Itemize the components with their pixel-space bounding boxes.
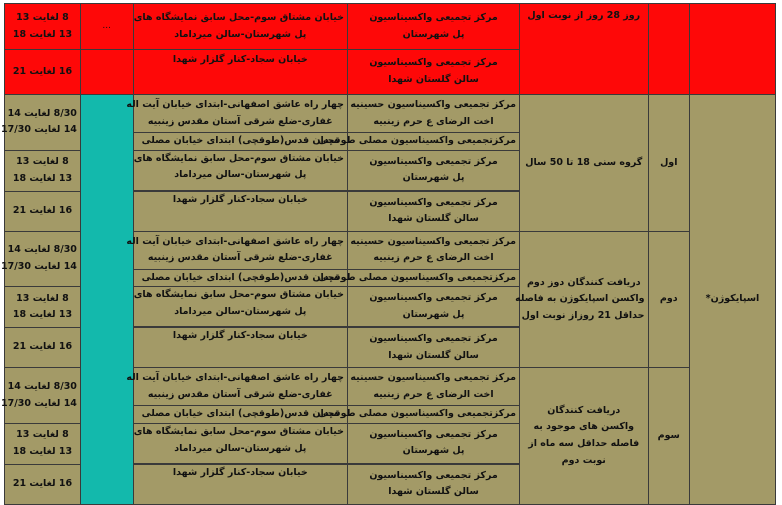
schedule-container xyxy=(1,3,776,498)
dose3-address-4: خیابان سجاد-کنار گلزار شهدا xyxy=(133,464,348,504)
dose1-times-4: 16 لغایت 21 xyxy=(5,191,81,231)
red-dose-cell xyxy=(648,4,689,95)
dose3-address-3: خیابان مشتاق سوم-محل سابق نمایشگاه های پل شهرستان-سالن میرداماد xyxy=(133,423,348,463)
dose3-condition: دریافت کنندگان واکسن های موجود به فاصله حداقل سه ماه از نوبت دوم xyxy=(520,368,649,505)
red-address-2: خیابان سجاد-کنار گلزار شهدا xyxy=(133,50,348,95)
red-times-2: 16 لغایت 21 xyxy=(5,50,81,95)
dose3-center-1: مرکز تجمیعی واکسیناسیون حسینیه اخت الرضای ع حرم زینبیه xyxy=(348,368,520,406)
dose2-center-3: مرکز تجمیعی واکسیناسیون پل شهرستان xyxy=(348,287,520,327)
dose1-times-3: 8 لغایت 13 13 لغایت 18 xyxy=(5,150,81,191)
dose2-condition: دریافت کنندگان دوز دوم واکسن اسپایکوژن به فاصله حداقل 21 روزاز نوبت اول xyxy=(520,231,649,368)
red-condition: روز 28 روز از نوبت اول xyxy=(520,4,649,95)
dose1-label: اول xyxy=(648,95,689,232)
teal-column xyxy=(80,95,133,505)
dose3-center-3: مرکز تجمیعی واکسیناسیون پل شهرستان xyxy=(348,423,520,463)
dose1-row-1 xyxy=(5,95,776,133)
dose2-address-3: خیابان مشتاق سوم-محل سابق نمایشگاه های پل شهرستان-سالن میرداماد xyxy=(133,287,348,327)
dose1-address-2: میدان قدس(طوقچی) ابتدای خیابان مصلی xyxy=(133,133,348,151)
red-times-1: 8 لغایت 13 13 لغایت 18 xyxy=(5,4,81,50)
dose2-address-2: میدان قدس(طوقچی) ابتدای خیابان مصلی xyxy=(133,269,348,287)
red-center-1: مرکز تجمیعی واکسیناسیون پل شهرستان xyxy=(348,4,520,50)
vaccine-name-cell: اسپایکوژن* xyxy=(690,95,776,505)
dose3-times-1: 8/30 لغایت 14 14 لغایت 17/30 xyxy=(5,368,81,424)
red-dash-cell: ... xyxy=(80,4,133,50)
red-center-2: مرکز تجمیعی واکسیناسیون سالن گلستان شهدا xyxy=(348,50,520,95)
dose1-address-4: خیابان سجاد-کنار گلزار شهدا xyxy=(133,191,348,231)
dose3-label: سوم xyxy=(648,368,689,505)
dose3-address-2: میدان قدس(طوقچی) ابتدای خیابان مصلی xyxy=(133,406,348,424)
dose2-address-4: خیابان سجاد-کنار گلزار شهدا xyxy=(133,328,348,368)
dose1-center-1: مرکز تجمیعی واکسیناسیون حسینیه اخت الرضای ع حرم زینبیه xyxy=(348,95,520,133)
dose2-times-3: 8 لغایت 13 13 لغایت 18 xyxy=(5,287,81,328)
red-empty-cell xyxy=(690,4,776,95)
dose3-center-2: مرکزتجمیعی واکسیناسیون مصلی طوقچی xyxy=(348,406,520,424)
dose2-center-2: مرکزتجمیعی واکسیناسیون مصلی طوقچی xyxy=(348,269,520,287)
dose1-center-3: مرکز تجمیعی واکسیناسیون پل شهرستان xyxy=(348,150,520,190)
dose2-label: دوم xyxy=(648,231,689,368)
dose2-center-4: مرکز تجمیعی واکسیناسیون سالن گلستان شهدا xyxy=(348,328,520,368)
red-address-1: خیابان مشتاق سوم-محل سابق نمایشگاه های پل شهرستان-سالن میرداماد xyxy=(133,4,348,50)
red-empty-cell-2 xyxy=(80,50,133,95)
dose2-times-4: 16 لغایت 21 xyxy=(5,328,81,368)
dose1-center-2: مرکزتجمیعی واکسیناسیون مصلی طوقچی xyxy=(348,133,520,151)
red-row-1 xyxy=(5,4,776,50)
vaccination-schedule-table xyxy=(1,3,776,505)
dose2-address-1: چهار راه عاشق اصفهانی-ابتدای خیابان آیت اله غفاری-ضلع شرقی آستان مقدس زینبیه xyxy=(133,231,348,269)
dose1-times-1: 8/30 لغایت 14 14 لغایت 17/30 xyxy=(5,95,81,151)
dose3-center-4: مرکز تجمیعی واکسیناسیون سالن گلستان شهدا xyxy=(348,464,520,504)
dose1-condition: گروه سنی 18 تا 50 سال xyxy=(520,95,649,232)
dose1-center-4: مرکز تجمیعی واکسیناسیون سالن گلستان شهدا xyxy=(348,191,520,231)
dose3-times-4: 16 لغایت 21 xyxy=(5,464,81,504)
dose3-times-3: 8 لغایت 13 13 لغایت 18 xyxy=(5,423,81,464)
dose3-address-1: چهار راه عاشق اصفهانی-ابتدای خیابان آیت اله غفاری-ضلع شرقی آستان مقدس زینبیه xyxy=(133,368,348,406)
dose2-center-1: مرکز تجمیعی واکسیناسیون حسینیه اخت الرضای ع حرم زینبیه xyxy=(348,231,520,269)
dose1-address-3: خیابان مشتاق سوم-محل سابق نمایشگاه های پل شهرستان-سالن میرداماد xyxy=(133,150,348,190)
dose2-times-1: 8/30 لغایت 14 14 لغایت 17/30 xyxy=(5,231,81,287)
dose1-address-1: چهار راه عاشق اصفهانی-ابتدای خیابان آیت اله غفاری-ضلع شرقی آستان مقدس زینبیه xyxy=(133,95,348,133)
